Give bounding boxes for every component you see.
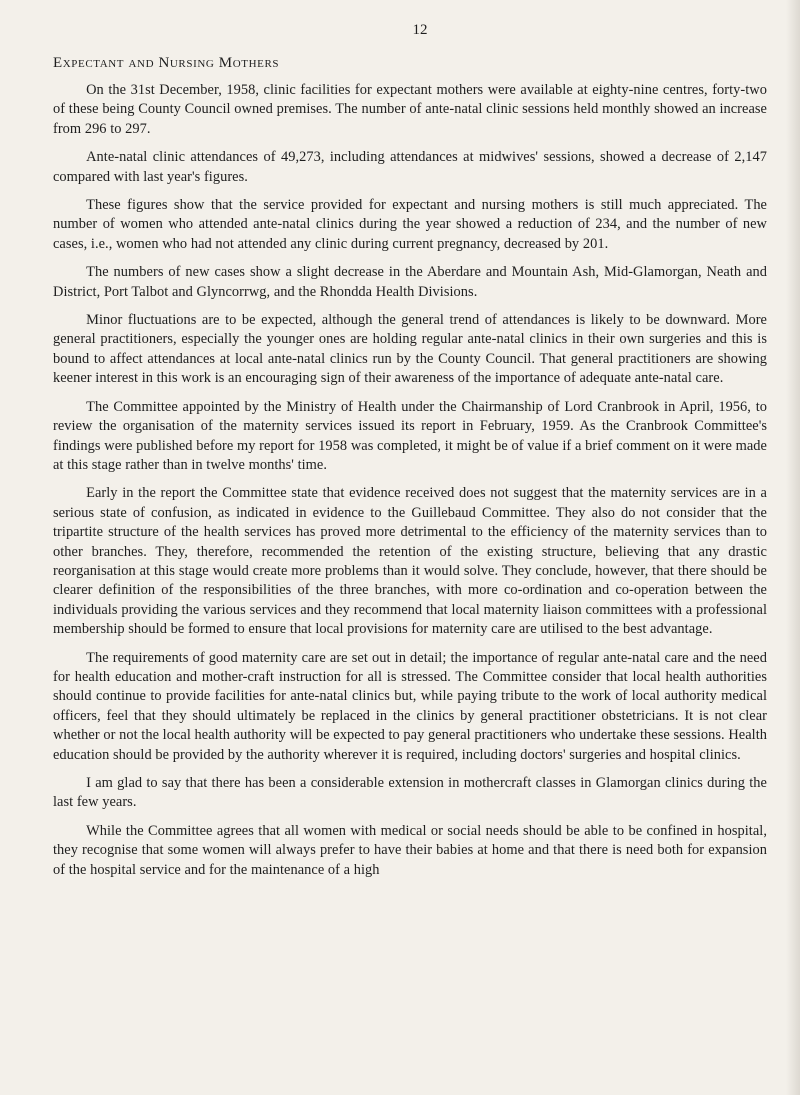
- paragraph-10: While the Committee agrees that all women with medical or social needs should be able to be confined in hospital, they recognise that some women will always prefer to have their babies at home and that there is need both for expansion of the hospital service and for the maintenance of a high: [53, 822, 767, 878]
- section-heading: Expectant and Nursing Mothers: [53, 55, 280, 71]
- paragraph-5: Minor fluctuations are to be expected, although the general trend of attendances is likely to be downward. More general practitioners, especially the younger ones are holding regular ante-natal clinics in their own surgeries and this is bound to affect attendances at local ante-natal clinics run by the County Council. That general practitioners are showing keener interest in this work is an encouraging sign of their awareness of the importance of adequate ante-natal care.: [53, 312, 767, 387]
- paragraph-2: Ante-natal clinic attendances of 49,273, including attendances at midwives' sessions, showed a decrease of 2,147 compared with last year's figures.: [53, 149, 767, 185]
- paragraph-7: Early in the report the Committee state that evidence received does not suggest that the maternity services are in a serious state of confusion, as indicated in evidence to the Guillebaud Committee. They also do not consider that the tripartite structure of the health services has proved more detrimental to the efficiency of the maternity services than to other branches. They, therefore, recommended the retention of the existing structure, believing that any drastic reorganisation at this stage would create more problems than it would solve. They conclude, however, that there should be clearer definition of the responsibilities of the three branches, with more co-ordination and co-operation between the individuals providing the various services and they recommend that local maternity liaison committees with a professional membership should be formed to ensure that local provisions for maternity care are utilised to the best advantage.: [53, 485, 767, 638]
- paragraph-8: The requirements of good maternity care are set out in detail; the importance of regular ante-natal care and the need for health education and mother-craft instruction for all is stressed. The Committee consider that local health authorities should continue to provide facilities for ante-natal clinics but, while paying tribute to the work of local authority medical officers, feel that they should ultimately be replaced in the clinics by general practitioner obstetricians. It is not clear whether or not the local health authority will be expected to pay general practitioners who undertake these sessions. Health education should be provided by the authority wherever it is required, including doctors' surgeries and hospital clinics.: [53, 649, 767, 763]
- page-number: 12: [412, 22, 428, 38]
- page-edge-shadow: [786, 0, 800, 1095]
- paragraph-1: On the 31st December, 1958, clinic facilities for expectant mothers were available at eighty-nine centres, forty-two of these being County Council owned premises. The number of ante-natal clinic sessions held monthly showed an increase from 296 to 297.: [53, 82, 767, 137]
- paragraph-3: These figures show that the service provided for expectant and nursing mothers is still much appreciated. The number of women who attended ante-natal clinics during the year showed a reduction of 234, and the number of new cases, i.e., women who had not attended any clinic during current pregnancy, decreased by 201.: [53, 197, 767, 252]
- paragraph-6: The Committee appointed by the Ministry of Health under the Chairmanship of Lord Cranbrook in April, 1956, to review the organisation of the maternity services issued its report in February, 1959. As the Cranbrook Committee's findings were published before my report for 1958 was completed, it might be of value if a brief comment on it were made at this stage rather than in twelve months' time.: [53, 398, 767, 473]
- paragraph-4: The numbers of new cases show a slight decrease in the Aberdare and Mountain Ash, Mid-Glamorgan, Neath and District, Port Talbot and Glyncorrwg, and the Rhondda Health Divisions.: [53, 264, 767, 300]
- paragraph-9: I am glad to say that there has been a considerable extension in mothercraft classes in Glamorgan clinics during the last few years.: [53, 775, 767, 811]
